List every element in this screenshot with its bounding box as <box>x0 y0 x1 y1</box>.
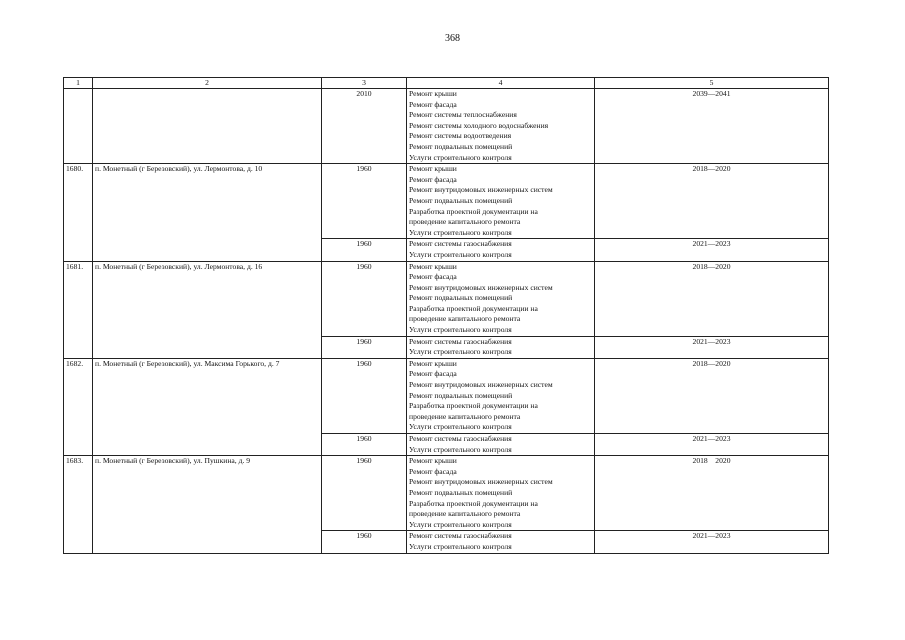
work-item: Разработка проектной документации на <box>409 206 538 216</box>
row-number-cell: 1683. <box>64 456 93 553</box>
work-item: Услуги строительного контроля <box>409 541 512 551</box>
work-item: Ремонт крыши <box>409 261 457 271</box>
work-item: Ремонт системы газоснабжения <box>409 239 512 249</box>
work-item: Ремонт фасада <box>409 466 457 476</box>
column-header-5: 5 <box>595 78 829 89</box>
table-row <box>64 358 829 433</box>
work-item: Услуги строительного контроля <box>409 152 512 162</box>
work-item: Услуги строительного контроля <box>409 422 512 432</box>
year-cell: 1960 <box>322 261 407 336</box>
work-item: Ремонт подвальных помещений <box>409 390 513 400</box>
work-item: проведение капитального ремонта <box>409 411 521 421</box>
term-cell: 2021—2023 <box>595 239 829 261</box>
year-cell: 1960 <box>322 434 407 456</box>
work-item: проведение капитального ремонта <box>409 314 521 324</box>
work-item: Ремонт фасада <box>409 99 457 109</box>
work-item: Ремонт внутридомовых инженерных систем <box>409 185 553 195</box>
work-item: проведение капитального ремонта <box>409 509 521 519</box>
table-row <box>64 456 829 531</box>
table-row <box>64 261 829 336</box>
table-header-row <box>64 78 829 89</box>
work-item: Разработка проектной документации на <box>409 498 538 508</box>
work-item: Услуги строительного контроля <box>409 444 512 454</box>
work-item: Ремонт внутридомовых инженерных систем <box>409 380 553 390</box>
year-cell: 1960 <box>322 239 407 261</box>
table-row <box>64 89 829 164</box>
work-item: Ремонт подвальных помещений <box>409 195 513 205</box>
repair-schedule-table <box>63 77 829 554</box>
term-cell: 2021—2023 <box>595 336 829 358</box>
row-number-cell <box>64 89 93 164</box>
works-cell <box>407 336 595 358</box>
works-cell <box>407 456 595 531</box>
work-item: Ремонт системы газоснабжения <box>409 336 512 346</box>
address-cell: п. Монетный (г Березовский), ул. Пушкина, д. 9 <box>93 456 322 553</box>
works-cell <box>407 531 595 553</box>
page-number: 368 <box>445 33 460 44</box>
work-item: Услуги строительного контроля <box>409 519 512 529</box>
works-cell <box>407 358 595 433</box>
work-item: Разработка проектной документации на <box>409 303 538 313</box>
address-cell <box>93 89 322 164</box>
address-cell: п. Монетный (г Березовский), ул. Лермонтова, д. 10 <box>93 164 322 261</box>
table-body <box>64 89 829 554</box>
work-item: Ремонт фасада <box>409 272 457 282</box>
row-number-cell: 1681. <box>64 261 93 358</box>
work-item: Услуги строительного контроля <box>409 347 512 357</box>
work-item: Ремонт внутридомовых инженерных систем <box>409 282 553 292</box>
work-item: Ремонт фасада <box>409 174 457 184</box>
row-number-cell: 1680. <box>64 164 93 261</box>
work-item: Ремонт крыши <box>409 89 457 98</box>
work-item: Ремонт подвальных помещений <box>409 293 513 303</box>
work-item: Разработка проектной документации на <box>409 401 538 411</box>
term-cell: 2021—2023 <box>595 434 829 456</box>
work-item: Ремонт системы холодного водоснабжения <box>409 120 549 130</box>
table-row <box>64 164 829 239</box>
work-item: Ремонт системы газоснабжения <box>409 434 512 443</box>
column-header-1: 1 <box>64 78 93 89</box>
column-header-2: 2 <box>93 78 322 89</box>
term-cell: 2018—2020 <box>595 261 829 336</box>
year-cell: 1960 <box>322 164 407 239</box>
work-item: Ремонт крыши <box>409 456 457 466</box>
work-item: Ремонт системы теплоснабжения <box>409 110 517 120</box>
address-cell: п. Монетный (г Березовский), ул. Лермонтова, д. 16 <box>93 261 322 358</box>
term-cell: 2039—2041 <box>595 89 829 164</box>
term-cell: 2018 2020 <box>595 456 829 531</box>
column-header-3: 3 <box>322 78 407 89</box>
year-cell: 1960 <box>322 531 407 553</box>
work-item: Ремонт крыши <box>409 164 457 174</box>
works-cell <box>407 164 595 239</box>
work-item: проведение капитального ремонта <box>409 217 521 227</box>
column-header-4: 4 <box>407 78 595 89</box>
year-cell: 1960 <box>322 336 407 358</box>
term-cell: 2018—2020 <box>595 358 829 433</box>
work-item: Ремонт фасада <box>409 369 457 379</box>
works-cell <box>407 434 595 456</box>
works-cell <box>407 89 595 164</box>
work-item: Ремонт внутридомовых инженерных систем <box>409 477 553 487</box>
work-item: Ремонт системы газоснабжения <box>409 531 512 541</box>
address-cell: п. Монетный (г Березовский), ул. Максима Горького, д. 7 <box>93 358 322 455</box>
work-item: Услуги строительного контроля <box>409 227 512 237</box>
work-item: Ремонт подвальных помещений <box>409 487 513 497</box>
works-cell <box>407 261 595 336</box>
term-cell: 2021—2023 <box>595 531 829 553</box>
year-cell: 1960 <box>322 358 407 433</box>
term-cell: 2018—2020 <box>595 164 829 239</box>
year-cell: 1960 <box>322 456 407 531</box>
work-item: Ремонт крыши <box>409 358 457 368</box>
work-item: Услуги строительного контроля <box>409 249 512 259</box>
work-item: Ремонт подвальных помещений <box>409 141 513 151</box>
year-cell: 2010 <box>322 89 407 164</box>
work-item: Ремонт системы водоотведения <box>409 131 512 141</box>
work-item: Услуги строительного контроля <box>409 325 512 335</box>
row-number-cell: 1682. <box>64 358 93 455</box>
works-cell <box>407 239 595 261</box>
